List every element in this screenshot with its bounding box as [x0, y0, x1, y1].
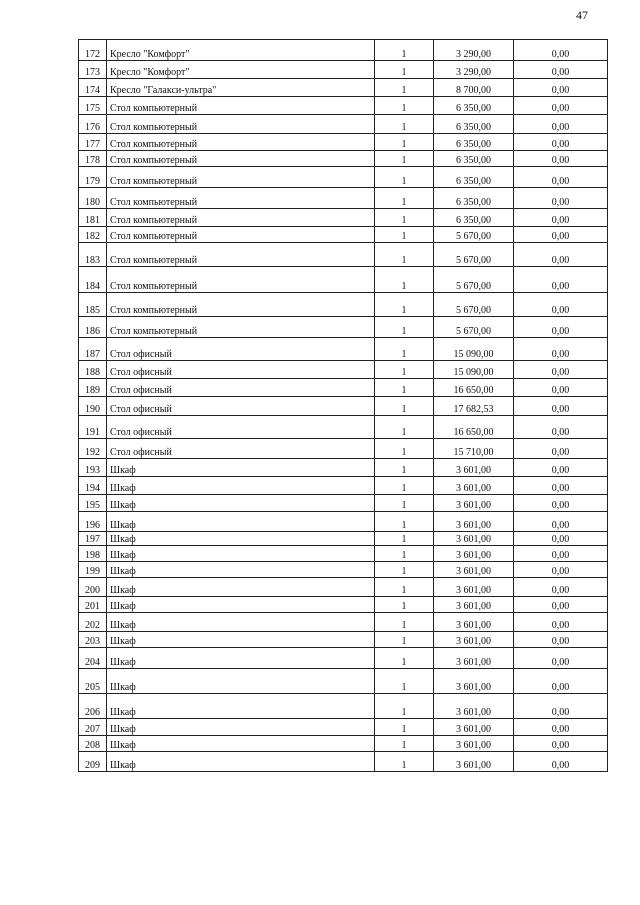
price-cell: 6 350,00	[434, 188, 514, 209]
table-row	[79, 512, 608, 532]
residual-value-cell: 0,00	[514, 134, 608, 151]
row-number-cell: 187	[79, 338, 107, 361]
table-row	[79, 397, 608, 416]
price-cell: 15 710,00	[434, 439, 514, 459]
row-number-cell: 193	[79, 459, 107, 477]
inventory-table-body	[79, 40, 608, 772]
price-cell: 3 601,00	[434, 532, 514, 546]
price-cell: 17 682,53	[434, 397, 514, 416]
row-number-cell: 208	[79, 736, 107, 752]
price-cell: 5 670,00	[434, 243, 514, 267]
table-row	[79, 736, 608, 752]
price-cell: 3 601,00	[434, 562, 514, 578]
table-row	[79, 151, 608, 167]
quantity-cell: 1	[375, 151, 434, 167]
residual-value-cell: 0,00	[514, 267, 608, 293]
item-name-cell: Стол офисный	[107, 439, 375, 459]
item-name-cell: Стол офисный	[107, 397, 375, 416]
price-cell: 3 601,00	[434, 669, 514, 694]
price-cell: 3 601,00	[434, 632, 514, 648]
table-row	[79, 459, 608, 477]
row-number-cell: 202	[79, 613, 107, 632]
residual-value-cell: 0,00	[514, 416, 608, 439]
table-row	[79, 416, 608, 439]
price-cell: 3 601,00	[434, 512, 514, 532]
quantity-cell: 1	[375, 578, 434, 597]
quantity-cell: 1	[375, 227, 434, 243]
residual-value-cell: 0,00	[514, 752, 608, 772]
table-row	[79, 546, 608, 562]
residual-value-cell: 0,00	[514, 546, 608, 562]
item-name-cell: Стол офисный	[107, 379, 375, 397]
price-cell: 5 670,00	[434, 317, 514, 338]
item-name-cell: Шкаф	[107, 532, 375, 546]
table-row	[79, 267, 608, 293]
residual-value-cell: 0,00	[514, 495, 608, 512]
table-row	[79, 379, 608, 397]
residual-value-cell: 0,00	[514, 562, 608, 578]
residual-value-cell: 0,00	[514, 61, 608, 79]
item-name-cell: Шкаф	[107, 613, 375, 632]
quantity-cell: 1	[375, 752, 434, 772]
row-number-cell: 186	[79, 317, 107, 338]
row-number-cell: 201	[79, 597, 107, 613]
price-cell: 3 601,00	[434, 578, 514, 597]
table-row	[79, 243, 608, 267]
item-name-cell: Шкаф	[107, 562, 375, 578]
row-number-cell: 173	[79, 61, 107, 79]
table-row	[79, 115, 608, 134]
price-cell: 3 601,00	[434, 752, 514, 772]
quantity-cell: 1	[375, 736, 434, 752]
quantity-cell: 1	[375, 532, 434, 546]
table-row	[79, 597, 608, 613]
row-number-cell: 190	[79, 397, 107, 416]
price-cell: 16 650,00	[434, 379, 514, 397]
table-row	[79, 227, 608, 243]
row-number-cell: 207	[79, 719, 107, 736]
quantity-cell: 1	[375, 512, 434, 532]
quantity-cell: 1	[375, 61, 434, 79]
row-number-cell: 180	[79, 188, 107, 209]
price-cell: 3 601,00	[434, 694, 514, 719]
residual-value-cell: 0,00	[514, 243, 608, 267]
price-cell: 3 601,00	[434, 459, 514, 477]
quantity-cell: 1	[375, 167, 434, 188]
residual-value-cell: 0,00	[514, 648, 608, 669]
row-number-cell: 205	[79, 669, 107, 694]
quantity-cell: 1	[375, 397, 434, 416]
item-name-cell: Шкаф	[107, 597, 375, 613]
quantity-cell: 1	[375, 597, 434, 613]
quantity-cell: 1	[375, 613, 434, 632]
price-cell: 6 350,00	[434, 134, 514, 151]
quantity-cell: 1	[375, 209, 434, 227]
table-row	[79, 61, 608, 79]
residual-value-cell: 0,00	[514, 79, 608, 97]
price-cell: 3 601,00	[434, 546, 514, 562]
residual-value-cell: 0,00	[514, 151, 608, 167]
item-name-cell: Шкаф	[107, 495, 375, 512]
table-row	[79, 134, 608, 151]
quantity-cell: 1	[375, 379, 434, 397]
residual-value-cell: 0,00	[514, 669, 608, 694]
table-row	[79, 317, 608, 338]
quantity-cell: 1	[375, 40, 434, 61]
table-row	[79, 752, 608, 772]
row-number-cell: 206	[79, 694, 107, 719]
residual-value-cell: 0,00	[514, 397, 608, 416]
table-row	[79, 694, 608, 719]
item-name-cell: Стол компьютерный	[107, 97, 375, 115]
quantity-cell: 1	[375, 361, 434, 379]
item-name-cell: Стол офисный	[107, 416, 375, 439]
price-cell: 6 350,00	[434, 209, 514, 227]
table-row	[79, 338, 608, 361]
residual-value-cell: 0,00	[514, 613, 608, 632]
table-row	[79, 578, 608, 597]
price-cell: 6 350,00	[434, 97, 514, 115]
quantity-cell: 1	[375, 669, 434, 694]
page-number: 47	[576, 8, 588, 22]
quantity-cell: 1	[375, 188, 434, 209]
row-number-cell: 199	[79, 562, 107, 578]
residual-value-cell: 0,00	[514, 188, 608, 209]
table-row	[79, 188, 608, 209]
item-name-cell: Кресло "Комфорт"	[107, 40, 375, 61]
quantity-cell: 1	[375, 134, 434, 151]
quantity-cell: 1	[375, 648, 434, 669]
item-name-cell: Кресло "Галакси-ультра"	[107, 79, 375, 97]
table-row	[79, 719, 608, 736]
item-name-cell: Стол компьютерный	[107, 188, 375, 209]
row-number-cell: 196	[79, 512, 107, 532]
quantity-cell: 1	[375, 115, 434, 134]
price-cell: 3 290,00	[434, 40, 514, 61]
table-row	[79, 167, 608, 188]
price-cell: 3 290,00	[434, 61, 514, 79]
quantity-cell: 1	[375, 694, 434, 719]
table-row	[79, 79, 608, 97]
residual-value-cell: 0,00	[514, 578, 608, 597]
price-cell: 3 601,00	[434, 719, 514, 736]
residual-value-cell: 0,00	[514, 477, 608, 495]
item-name-cell: Стол компьютерный	[107, 134, 375, 151]
residual-value-cell: 0,00	[514, 227, 608, 243]
table-row	[79, 40, 608, 61]
price-cell: 15 090,00	[434, 361, 514, 379]
residual-value-cell: 0,00	[514, 361, 608, 379]
quantity-cell: 1	[375, 495, 434, 512]
row-number-cell: 172	[79, 40, 107, 61]
residual-value-cell: 0,00	[514, 694, 608, 719]
item-name-cell: Шкаф	[107, 752, 375, 772]
quantity-cell: 1	[375, 477, 434, 495]
table-row	[79, 562, 608, 578]
table-row	[79, 613, 608, 632]
item-name-cell: Шкаф	[107, 477, 375, 495]
row-number-cell: 198	[79, 546, 107, 562]
quantity-cell: 1	[375, 338, 434, 361]
residual-value-cell: 0,00	[514, 632, 608, 648]
row-number-cell: 195	[79, 495, 107, 512]
item-name-cell: Стол компьютерный	[107, 243, 375, 267]
residual-value-cell: 0,00	[514, 719, 608, 736]
residual-value-cell: 0,00	[514, 736, 608, 752]
item-name-cell: Стол компьютерный	[107, 115, 375, 134]
item-name-cell: Стол компьютерный	[107, 227, 375, 243]
price-cell: 5 670,00	[434, 267, 514, 293]
row-number-cell: 192	[79, 439, 107, 459]
price-cell: 6 350,00	[434, 151, 514, 167]
row-number-cell: 175	[79, 97, 107, 115]
row-number-cell: 204	[79, 648, 107, 669]
row-number-cell: 182	[79, 227, 107, 243]
item-name-cell: Шкаф	[107, 648, 375, 669]
item-name-cell: Стол компьютерный	[107, 267, 375, 293]
table-row	[79, 648, 608, 669]
residual-value-cell: 0,00	[514, 293, 608, 317]
row-number-cell: 177	[79, 134, 107, 151]
item-name-cell: Кресло "Комфорт"	[107, 61, 375, 79]
quantity-cell: 1	[375, 546, 434, 562]
quantity-cell: 1	[375, 562, 434, 578]
item-name-cell: Шкаф	[107, 546, 375, 562]
item-name-cell: Стол компьютерный	[107, 293, 375, 317]
quantity-cell: 1	[375, 719, 434, 736]
item-name-cell: Стол офисный	[107, 361, 375, 379]
item-name-cell: Шкаф	[107, 736, 375, 752]
quantity-cell: 1	[375, 293, 434, 317]
item-name-cell: Шкаф	[107, 578, 375, 597]
item-name-cell: Стол офисный	[107, 338, 375, 361]
price-cell: 3 601,00	[434, 477, 514, 495]
residual-value-cell: 0,00	[514, 597, 608, 613]
table-row	[79, 97, 608, 115]
residual-value-cell: 0,00	[514, 97, 608, 115]
item-name-cell: Шкаф	[107, 512, 375, 532]
price-cell: 8 700,00	[434, 79, 514, 97]
residual-value-cell: 0,00	[514, 532, 608, 546]
price-cell: 5 670,00	[434, 293, 514, 317]
residual-value-cell: 0,00	[514, 115, 608, 134]
row-number-cell: 184	[79, 267, 107, 293]
item-name-cell: Шкаф	[107, 719, 375, 736]
item-name-cell: Шкаф	[107, 669, 375, 694]
item-name-cell: Стол компьютерный	[107, 167, 375, 188]
price-cell: 3 601,00	[434, 613, 514, 632]
price-cell: 3 601,00	[434, 648, 514, 669]
item-name-cell: Стол компьютерный	[107, 209, 375, 227]
quantity-cell: 1	[375, 416, 434, 439]
quantity-cell: 1	[375, 632, 434, 648]
table-row	[79, 495, 608, 512]
residual-value-cell: 0,00	[514, 459, 608, 477]
item-name-cell: Шкаф	[107, 632, 375, 648]
price-cell: 5 670,00	[434, 227, 514, 243]
table-row	[79, 669, 608, 694]
price-cell: 3 601,00	[434, 495, 514, 512]
table-row	[79, 632, 608, 648]
item-name-cell: Стол компьютерный	[107, 151, 375, 167]
quantity-cell: 1	[375, 317, 434, 338]
residual-value-cell: 0,00	[514, 512, 608, 532]
row-number-cell: 179	[79, 167, 107, 188]
residual-value-cell: 0,00	[514, 209, 608, 227]
row-number-cell: 203	[79, 632, 107, 648]
table-row	[79, 439, 608, 459]
residual-value-cell: 0,00	[514, 317, 608, 338]
row-number-cell: 191	[79, 416, 107, 439]
row-number-cell: 209	[79, 752, 107, 772]
residual-value-cell: 0,00	[514, 439, 608, 459]
quantity-cell: 1	[375, 439, 434, 459]
row-number-cell: 178	[79, 151, 107, 167]
table-row	[79, 293, 608, 317]
row-number-cell: 185	[79, 293, 107, 317]
price-cell: 6 350,00	[434, 115, 514, 134]
price-cell: 6 350,00	[434, 167, 514, 188]
quantity-cell: 1	[375, 97, 434, 115]
row-number-cell: 188	[79, 361, 107, 379]
row-number-cell: 174	[79, 79, 107, 97]
residual-value-cell: 0,00	[514, 338, 608, 361]
row-number-cell: 189	[79, 379, 107, 397]
quantity-cell: 1	[375, 243, 434, 267]
quantity-cell: 1	[375, 267, 434, 293]
residual-value-cell: 0,00	[514, 167, 608, 188]
table-row	[79, 532, 608, 546]
table-row	[79, 209, 608, 227]
residual-value-cell: 0,00	[514, 40, 608, 61]
row-number-cell: 194	[79, 477, 107, 495]
price-cell: 3 601,00	[434, 597, 514, 613]
row-number-cell: 176	[79, 115, 107, 134]
row-number-cell: 181	[79, 209, 107, 227]
row-number-cell: 183	[79, 243, 107, 267]
item-name-cell: Шкаф	[107, 459, 375, 477]
table-row	[79, 477, 608, 495]
residual-value-cell: 0,00	[514, 379, 608, 397]
price-cell: 15 090,00	[434, 338, 514, 361]
quantity-cell: 1	[375, 459, 434, 477]
item-name-cell: Шкаф	[107, 694, 375, 719]
price-cell: 3 601,00	[434, 736, 514, 752]
row-number-cell: 200	[79, 578, 107, 597]
price-cell: 16 650,00	[434, 416, 514, 439]
inventory-table	[78, 39, 608, 772]
item-name-cell: Стол компьютерный	[107, 317, 375, 338]
row-number-cell: 197	[79, 532, 107, 546]
table-row	[79, 361, 608, 379]
quantity-cell: 1	[375, 79, 434, 97]
